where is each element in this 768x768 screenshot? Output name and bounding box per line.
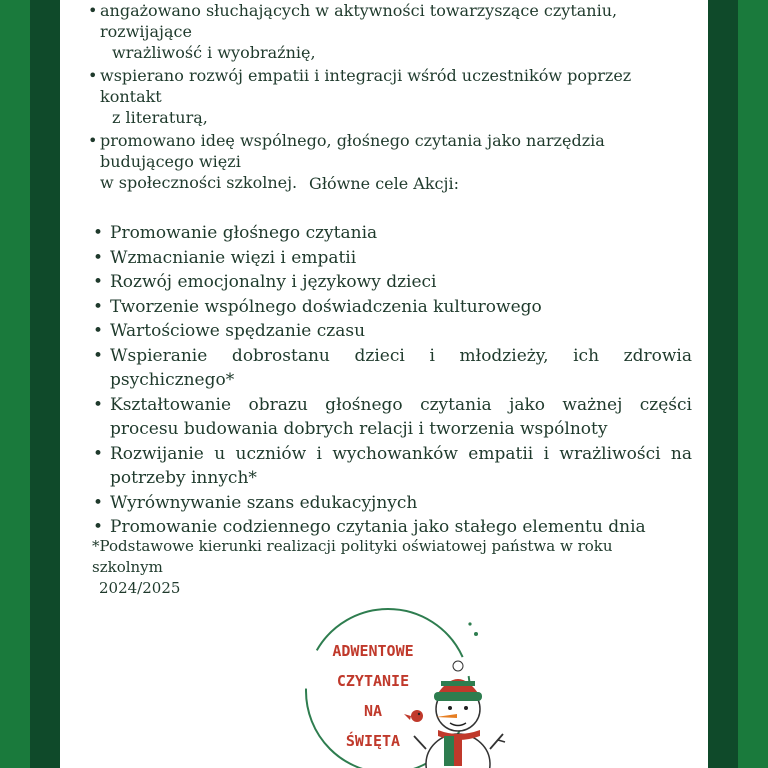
footnote <box>92 536 678 599</box>
logo-word: NA <box>363 702 383 720</box>
goal-item: • Kształtowanie obrazu głośnego czytania jako ważnej części procesu budowania dobrych relacji i tworzenia wspólnoty <box>90 393 692 442</box>
logo-word: CZYTANIE <box>336 672 410 690</box>
snowman-icon <box>404 661 505 768</box>
advent-reading-logo <box>298 604 508 768</box>
goal-item: • Rozwój emocjonalny i językowy dzieci <box>90 270 692 295</box>
right-border-band <box>708 0 738 768</box>
goal-item: • Promowanie głośnego czytania <box>90 221 692 246</box>
logo-word: ADWENTOWE <box>332 642 414 660</box>
logo-word: ŚWIĘTA <box>345 732 401 750</box>
footnote-line: *Podstawowe kierunki realizacji polityki oświatowej państwa w roku szkolnym <box>92 537 613 576</box>
ring-dot-icon <box>474 632 478 636</box>
intro-bullet: • promowano ideę wspólnego, głośnego czytania jako narzędzia budującego więzi w społeczności szkolnej. <box>82 130 678 193</box>
goal-item: • Wspieranie dobrostanu dzieci i młodzieży, ich zdrowia psychicznego* <box>90 344 692 393</box>
intro-bullet-list <box>82 0 678 195</box>
ring-dot-icon <box>468 622 471 625</box>
goal-item: • Wartościowe spędzanie czasu <box>90 319 692 344</box>
poster-page <box>60 0 708 768</box>
goal-item: • Wzmacnianie więzi i empatii <box>90 246 692 271</box>
left-border-band <box>30 0 60 768</box>
goal-item: • Wyrównywanie szans edukacyjnych <box>90 491 692 516</box>
goal-item: • Tworzenie wspólnego doświadczenia kulturowego <box>90 295 692 320</box>
goals-heading: Główne cele Akcji: <box>309 174 459 193</box>
goal-item: • Rozwijanie u uczniów i wychowanków empatii i wrażliwości na potrzeby innych* <box>90 442 692 491</box>
footnote-year: 2024/2025 <box>99 579 181 597</box>
intro-bullet: • wspierano rozwój empatii i integracji wśród uczestników poprzez kontakt z literaturą, <box>82 65 678 128</box>
goal-item: • Promowanie codziennego czytania jako stałego elementu dnia <box>90 515 692 540</box>
goals-list <box>90 221 692 540</box>
intro-bullet: • angażowano słuchających w aktywności towarzyszące czytaniu, rozwijające wrażliwość i wyobraźnię, <box>82 0 678 63</box>
